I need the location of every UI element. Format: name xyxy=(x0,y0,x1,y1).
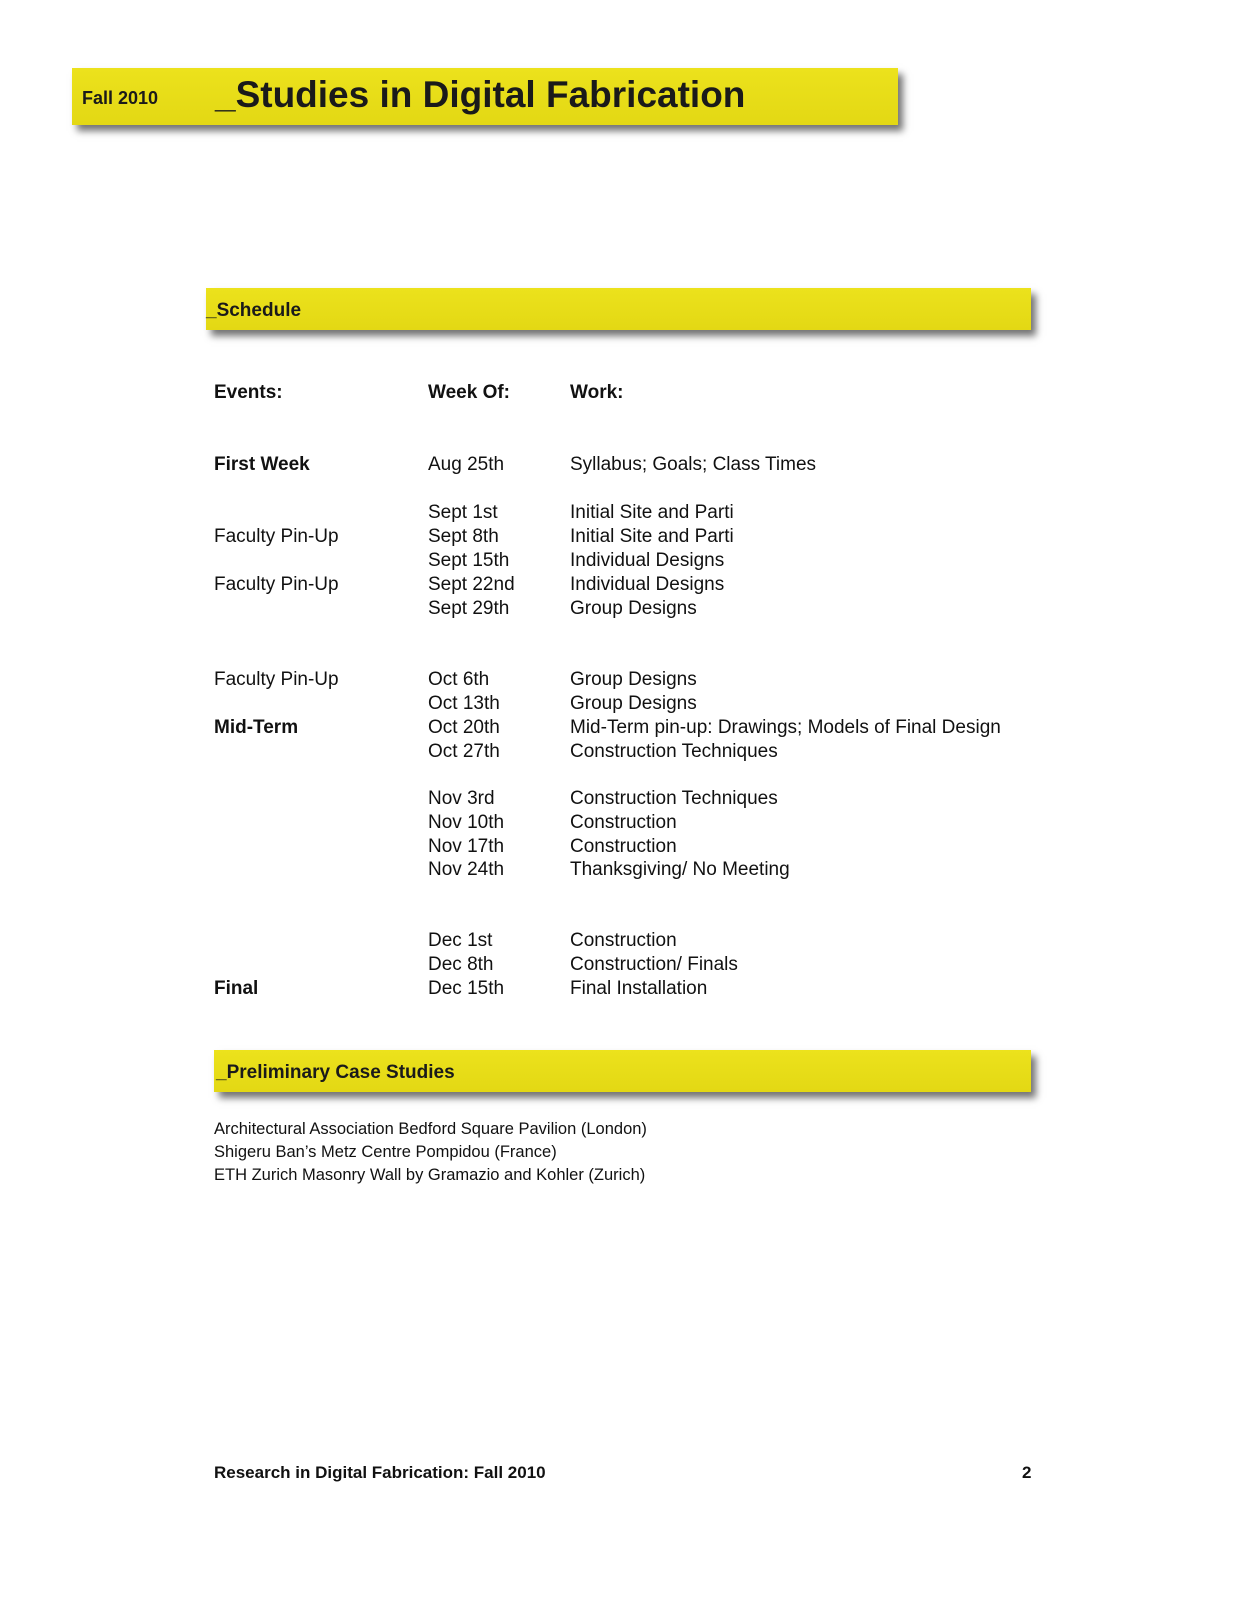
row-week: Sept 1st xyxy=(428,502,498,523)
row-week: Dec 1st xyxy=(428,930,493,951)
row-week: Sept 15th xyxy=(428,550,510,571)
row-week: Sept 29th xyxy=(428,598,510,619)
row-work: Group Designs xyxy=(570,693,697,714)
row-work: Initial Site and Parti xyxy=(570,502,734,523)
row-week: Oct 20th xyxy=(428,717,500,738)
row-work: Construction xyxy=(570,836,677,857)
row-work: Construction xyxy=(570,930,677,951)
row-event: Faculty Pin-Up xyxy=(214,574,339,595)
row-work: Construction/ Finals xyxy=(570,954,738,975)
row-work: Construction xyxy=(570,812,677,833)
schedule-section-title: _Schedule xyxy=(206,300,302,321)
row-week: Sept 22nd xyxy=(428,574,515,595)
row-event: First Week xyxy=(214,454,310,475)
case-studies-list xyxy=(214,1118,647,1187)
row-week: Oct 6th xyxy=(428,669,490,690)
row-event: Faculty Pin-Up xyxy=(214,526,339,547)
column-header-work: Work: xyxy=(570,382,624,403)
list-item: Architectural Association Bedford Square Pavilion (London) xyxy=(214,1120,647,1138)
row-event: Mid-Term xyxy=(214,717,299,738)
row-week: Nov 24th xyxy=(428,859,505,880)
row-week: Oct 27th xyxy=(428,741,500,762)
row-work: Group Designs xyxy=(570,598,697,619)
case-studies-banner xyxy=(214,1050,1031,1092)
row-event: Faculty Pin-Up xyxy=(214,669,339,690)
row-work: Individual Designs xyxy=(570,574,725,595)
title-banner xyxy=(72,68,898,125)
case-studies-section-title: _Preliminary Case Studies xyxy=(216,1062,455,1083)
footer-course-title: Research in Digital Fabrication: Fall 2010 xyxy=(214,1463,546,1482)
row-week: Aug 25th xyxy=(428,454,505,475)
row-week: Nov 17th xyxy=(428,836,505,857)
row-work: Construction Techniques xyxy=(570,741,778,762)
column-header-events: Events: xyxy=(214,382,283,403)
row-work: Mid-Term pin-up: Drawings; Models of Final Design xyxy=(570,717,1001,738)
row-work: Construction Techniques xyxy=(570,788,778,809)
row-work: Syllabus; Goals; Class Times xyxy=(570,454,817,475)
row-work: Thanksgiving/ No Meeting xyxy=(570,859,790,880)
row-week: Sept 8th xyxy=(428,526,499,547)
list-item: Shigeru Ban’s Metz Centre Pompidou (France) xyxy=(214,1143,557,1161)
row-event: Final xyxy=(214,978,259,999)
semester-label: Fall 2010 xyxy=(82,88,159,108)
row-week: Nov 3rd xyxy=(428,788,495,809)
row-week: Dec 15th xyxy=(428,978,505,999)
row-week: Oct 13th xyxy=(428,693,500,714)
page-title: _Studies in Digital Fabrication xyxy=(215,74,746,115)
row-work: Group Designs xyxy=(570,669,697,690)
page-number: 2 xyxy=(1022,1463,1032,1482)
row-week: Nov 10th xyxy=(428,812,505,833)
row-work: Final Installation xyxy=(570,978,708,999)
row-work: Initial Site and Parti xyxy=(570,526,734,547)
list-item: ETH Zurich Masonry Wall by Gramazio and Kohler (Zurich) xyxy=(214,1166,646,1184)
schedule-banner xyxy=(206,288,1031,330)
row-work: Individual Designs xyxy=(570,550,725,571)
row-week: Dec 8th xyxy=(428,954,494,975)
column-header-week: Week Of: xyxy=(428,382,511,403)
